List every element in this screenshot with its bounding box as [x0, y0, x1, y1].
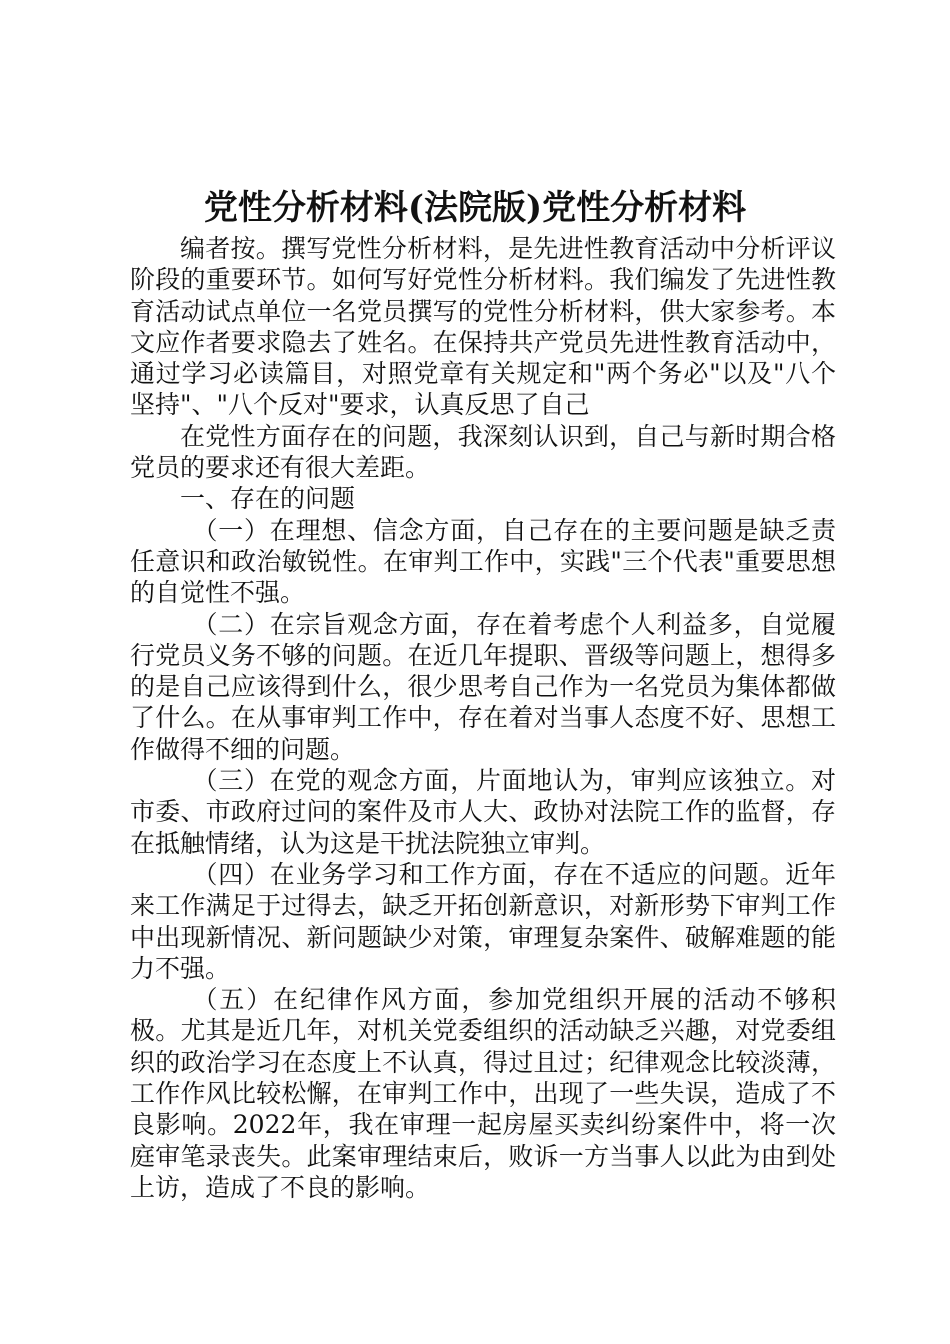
- body-paragraph: 在党性方面存在的问题，我深刻认识到，自己与新时期合格党员的要求还有很大差距。: [130, 421, 836, 483]
- issue-paragraph-3: （三）在党的观念方面，片面地认为，审判应该独立。对市委、市政府过问的案件及市人大、政协对法院工作的监督，存在抵触情绪，认为这是干扰法院独立审判。: [130, 766, 836, 858]
- editor-note-paragraph: 编者按。撰写党性分析材料，是先进性教育活动中分析评议阶段的重要环节。如何写好党性分析材料。我们编发了先进性教育活动试点单位一名党员撰写的党性分析材料，供大家参考。本文应作者要求隐去了姓名。在保持共产党员先进性教育活动中，通过学习必读篇目，对照党章有关规定和"两个务必"以及"八个坚持"、"八个反对"要求，认真反思了自己: [130, 234, 836, 420]
- issue-paragraph-5: （五）在纪律作风方面，参加党组织开展的活动不够积极。尤其是近几年，对机关党委组织的活动缺乏兴趣，对党委组织的政治学习在态度上不认真，得过且过；纪律观念比较淡薄，工作作风比较松懈，在审判工作中，出现了一些失误，造成了不良影响。2022年，我在审理一起房屋买卖纠纷案件中，将一次庭审笔录丧失。此案审理结束后，败诉一方当事人以此为由到处上访，造成了不良的影响。: [130, 985, 836, 1202]
- section-heading: 一、存在的问题: [180, 484, 356, 514]
- issue-paragraph-4: （四）在业务学习和工作方面，存在不适应的问题。近年来工作满足于过得去，缺乏开拓创新意识，对新形势下审判工作中出现新情况、新问题缺少对策，审理复杂案件、破解难题的能力不强。: [130, 859, 836, 983]
- issue-paragraph-2: （二）在宗旨观念方面，存在着考虑个人利益多，自觉履行党员义务不够的问题。在近几年提职、晋级等问题上，想得多的是自己应该得到什么，很少思考自己作为一名党员为集体都做了什么。在从事审判工作中，存在着对当事人态度不好、思想工作做得不细的问题。: [130, 609, 836, 764]
- document-title: 党性分析材料(法院版)党性分析材料: [203, 188, 747, 228]
- issue-paragraph-1: （一）在理想、信念方面，自己存在的主要问题是缺乏责任意识和政治敏锐性。在审判工作中，实践"三个代表"重要思想的自觉性不强。: [130, 515, 836, 608]
- document-body: [130, 233, 836, 1203]
